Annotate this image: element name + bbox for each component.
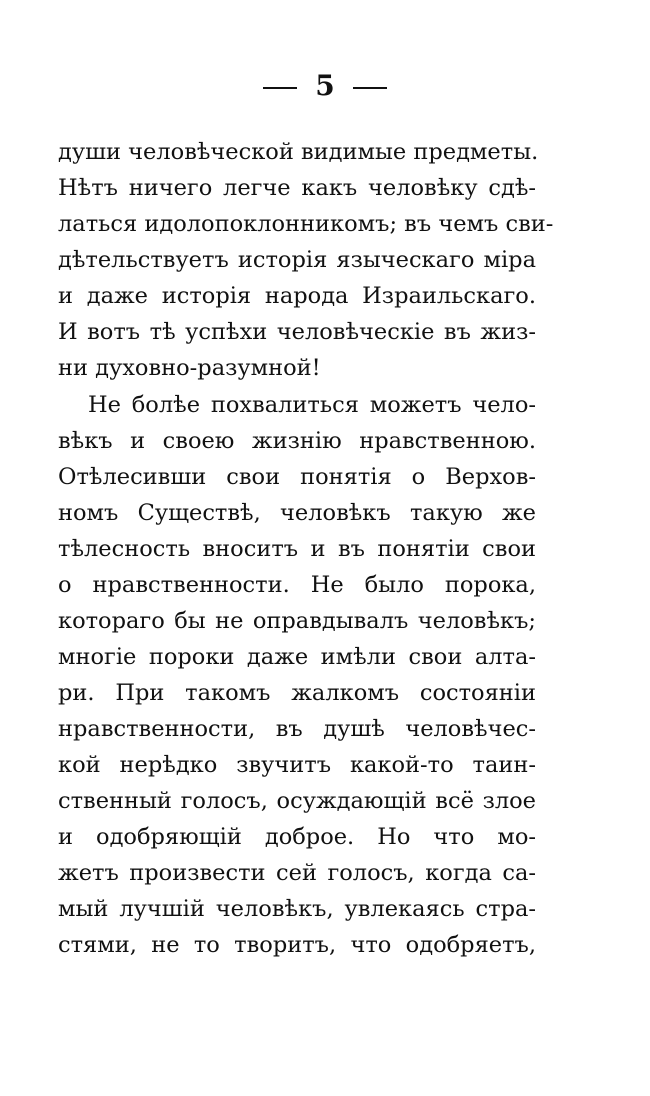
text-line: кой нерѣдко звучитъ какой-то таин- (58, 752, 536, 778)
text-line: тѣлесность вноситъ и въ понятіи свои (58, 536, 536, 562)
text-line: стями, не то творитъ, что одобряетъ, (58, 932, 536, 958)
text-line: котораго бы не оправдывалъ человѣкъ; (58, 608, 536, 634)
text-line: ственный голосъ, осуждающій всё злое (58, 788, 536, 814)
text-line: нравственности, въ душѣ человѣчес- (58, 716, 536, 742)
text-line: ни духовно-разумной! (58, 355, 321, 381)
paragraph-first-line: Не болѣе похвалиться можетъ чело- (88, 392, 536, 418)
text-line: о нравственности. Не было порока, (58, 572, 536, 598)
text-line: души человѣческой видимые предметы. (58, 139, 539, 165)
text-line: ри. При такомъ жалкомъ состояніи (58, 680, 536, 706)
text-line: вѣкъ и своею жизнію нравственною. (58, 428, 536, 454)
text-line: Отѣлесивши свои понятія о Верхов- (58, 464, 536, 490)
text-line: и даже исторія народа Израильскаго. (58, 283, 536, 309)
text-line: латься идолопоклонникомъ; въ чемъ сви- (58, 211, 554, 237)
text-line: дѣтельствуетъ исторія языческаго міра (58, 247, 536, 273)
text-line: многіе пороки даже имѣли свои алта- (58, 644, 536, 670)
text-line: Нѣтъ ничего легче какъ человѣку сдѣ- (58, 175, 536, 201)
text-line: и одобряющій доброе. Но что мо- (58, 824, 536, 850)
page-number: 5 (315, 69, 335, 102)
text-line: жетъ произвести сей голосъ, когда са- (58, 860, 536, 886)
text-line: номъ Существѣ, человѣкъ такую же (58, 500, 536, 526)
text-line: мый лучшій человѣкъ, увлекаясь стра- (58, 896, 536, 922)
text-line: И вотъ тѣ успѣхи человѣческіе въ жиз- (58, 319, 536, 345)
